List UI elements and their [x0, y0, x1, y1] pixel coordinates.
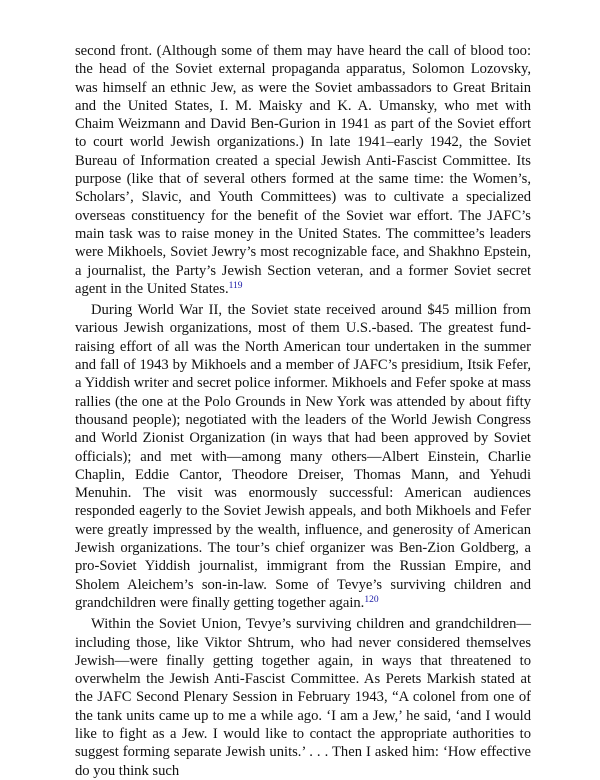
paragraph-3-text: Within the Soviet Union, Tevye’s surviving children and grandchildren—including those, like Viktor Shtrum, who had never considered themselves Jewish—were finally getting together again, in ways that threatened to overwhelm the Jewish Anti-Fascist Committee. As Perets Markish stated at the JAFC Second Plenary Session in February 1943, “A colonel from one of the tank units came up to me a while ago. ‘I am a Jew,’ he said, ‘and I would like to fight as a Jew. I would like to contact the appropriate authorities to suggest forming separate Jewish units.’ . . . Then I asked him: ‘How effective do you think such — [75, 616, 531, 779]
paragraph-2-text: During World War II, the Soviet state received around $45 million from various Jewish organizations, most of them U.S.-based. The greatest fund-raising effort of all was the North American tour undertaken in the summer and fall of 1943 by Mikhoels and a member of JAFC’s presidium, Itsik Fefer, a Yiddish writer and secret police informer. Mikhoels and Fefer spoke at mass rallies (the one at the Polo Grounds in New York was attended by about fifty thousand people); negotiated with the leaders of the World Jewish Congress and World Zionist Organization (in ways that had been approved by Soviet officials); and met with—among many others—Albert Einstein, Charlie Chaplin, Eddie Cantor, Theodore Dreiser, Thomas Mann, and Yehudi Menuhin. The visit was enormously successful: American audiences responded eagerly to the Soviet Jewish appeals, and both Mikhoels and Fefer were greatly impressed by the wealth, influence, and generosity of American Jewish organizations. The tour’s chief organizer was Ben-Zion Goldberg, a pro-Soviet Yiddish journalist, immigrant from the Russian Empire, and Sholem Aleichem’s son-in-law. Some of Tevye’s surviving children and grandchildren were finally getting together again. — [75, 302, 531, 611]
paragraph-1-text: second front. (Although some of them may have heard the call of blood too: the head of the Soviet external propaganda apparatus, Solomon Lozovsky, was himself an ethnic Jew, as were the Soviet ambassadors to Great Britain and the United States, I. M. Maisky and K. A. Umansky, who met with Chaim Weizmann and David Ben-Gurion in 1941 as part of the Soviet effort to court world Jewish organizations.) In late 1941–early 1942, the Soviet Bureau of Information created a special Jewish Anti-Fascist Committee. Its purpose (like that of several others formed at the same time: the Women’s, Scholars’, Slavic, and Youth Committees) was to cultivate a specialized overseas constituency for the benefit of the Soviet war effort. The JAFC’s main task was to raise money in the United States. The committee’s leaders were Mikhoels, Soviet Jewry’s most recognizable face, and Shakhno Epstein, a journalist, the Party’s Jewish Section veteran, and a former Soviet secret agent in the United States. — [75, 43, 531, 297]
paragraph-1 — [75, 42, 531, 298]
footnote-ref-119[interactable]: 119 — [228, 280, 243, 291]
footnote-ref-120[interactable]: 120 — [364, 594, 379, 605]
document-page — [75, 42, 531, 780]
paragraph-3 — [75, 615, 531, 780]
paragraph-2 — [75, 301, 531, 612]
